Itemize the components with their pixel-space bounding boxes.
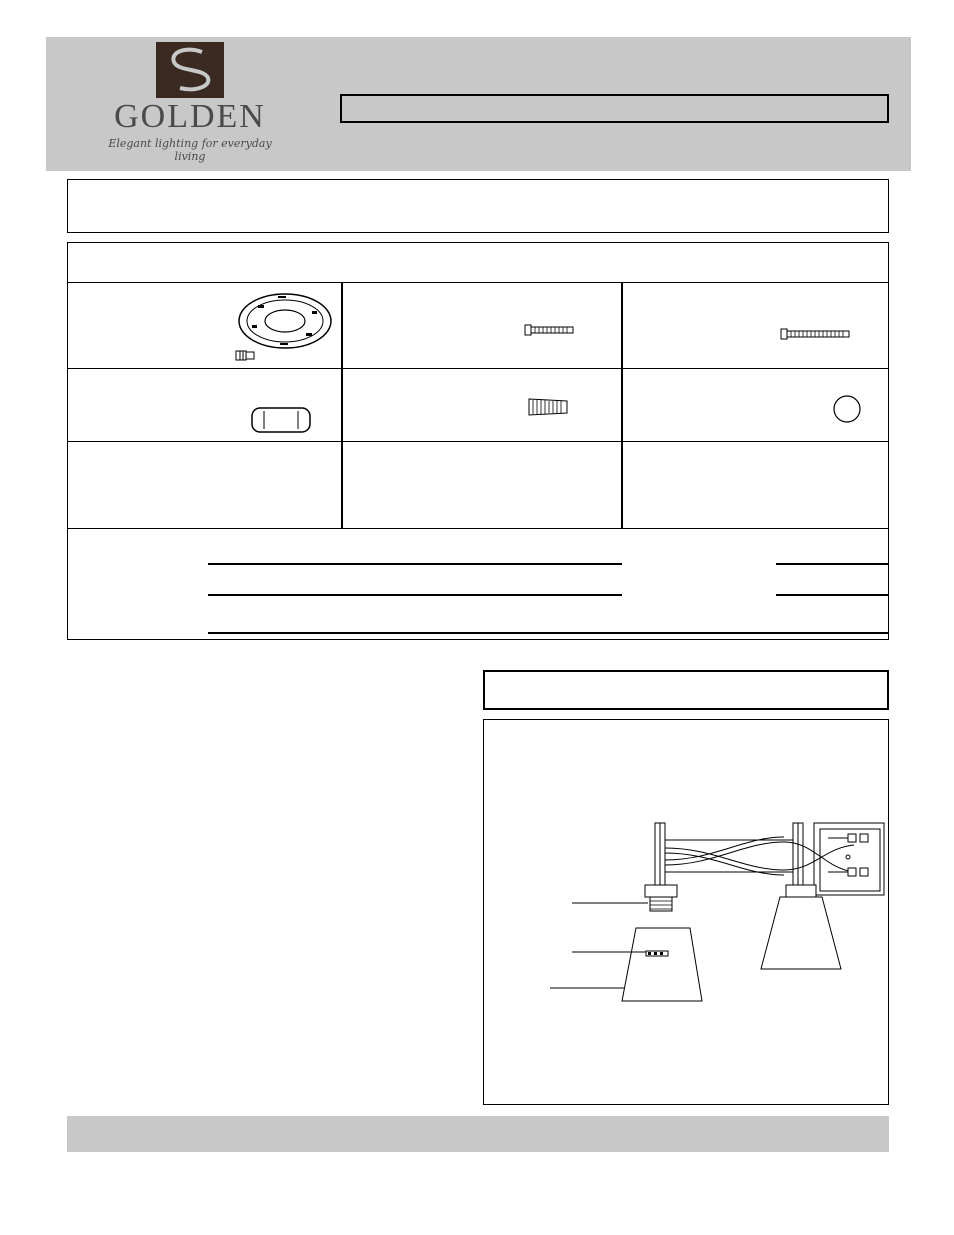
part-cell-4 <box>68 369 341 441</box>
washer-icon <box>831 393 863 425</box>
diagram-box <box>483 719 889 1105</box>
parts-header-row <box>68 243 888 282</box>
part-cell-8 <box>343 442 621 528</box>
part-cell-5 <box>343 369 621 441</box>
part-cell-2 <box>343 283 621 368</box>
logo-tagline: Elegant lighting for everyday living <box>108 137 272 163</box>
record-line-5[interactable] <box>208 632 888 634</box>
shade-installation-diagram <box>484 720 888 1104</box>
diagram-title-box <box>483 670 889 710</box>
record-line-2[interactable] <box>776 563 888 565</box>
record-line-1[interactable] <box>208 563 622 565</box>
mounting-plate-with-screw-icon <box>228 291 338 367</box>
long-screw-icon <box>779 327 851 341</box>
part-cell-6 <box>623 369 888 441</box>
record-line-4[interactable] <box>776 594 888 596</box>
parts-table <box>67 242 889 640</box>
logo-wordmark: GOLDEN <box>114 98 266 135</box>
logo <box>156 42 224 98</box>
record-line-3[interactable] <box>208 594 622 596</box>
part-cell-3 <box>623 283 888 368</box>
part-cell-7 <box>68 442 341 528</box>
short-screw-icon <box>523 323 575 337</box>
notice-box <box>67 179 889 233</box>
logo-mark-icon <box>156 42 224 98</box>
part-cell-1 <box>68 283 341 368</box>
wire-connector-icon <box>527 395 571 419</box>
product-title-box <box>340 94 889 123</box>
part-cell-9 <box>623 442 888 528</box>
nut-icon <box>250 405 312 435</box>
footer-bar <box>67 1116 889 1152</box>
